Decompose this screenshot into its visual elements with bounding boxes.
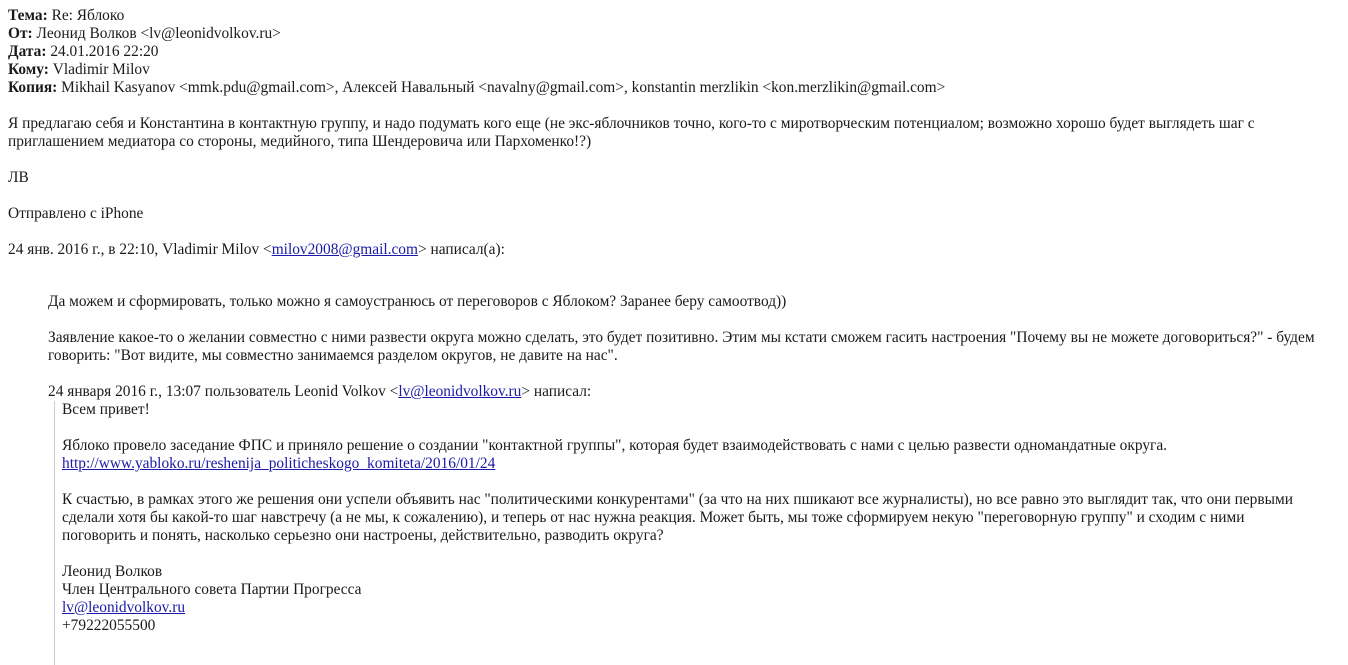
email-message [8,7,1328,665]
signature-email-line [62,599,1322,617]
volkov-email-link[interactable]: lv@leonidvolkov.ru [398,383,522,400]
yabloko-link[interactable]: http://www.yabloko.ru/reshenija_politicheskogo_komiteta/2016/01/24 [62,455,496,472]
cc-value: Mikhail Kasyanov <mmk.pdu@gmail.com>, Алексей Навальный <navalny@gmail.com>, konstantin merzlikin <kon.merzlikin@gmail.com> [57,79,946,96]
body-paragraph: Я предлагаю себя и Константина в контактную группу, и надо подумать кого еще (не экс-яблочников точно, кого-то с миротворческим потенциалом; возможно хорошо будет выглядеть шаг с приглашением медиатора со стороны, медийного, типа Шендеровича или Пархоменко!?) [8,115,1255,150]
milov-email-link[interactable]: milov2008@gmail.com [271,241,418,258]
sent-from-note: Отправлено с iPhone [8,205,144,222]
cc-line [8,79,1328,97]
from-value: Леонид Волков <lv@leonidvolkov.ru> [32,25,281,42]
body-signature: ЛВ [8,169,29,186]
quote-greeting: Всем привет! [62,401,150,418]
date-label: Дата: [8,43,47,60]
quote-attribution-before: 24 января 2016 г., 13:07 пользователь Leonid Volkov < [48,383,399,400]
quote-attribution [48,383,1318,401]
signature-name: Леонид Волков [62,563,163,580]
cc-label: Копия: [8,79,58,96]
reply-attribution-before: 24 янв. 2016 г., в 22:10, Vladimir Milov < [8,241,272,258]
yabloko-link-line [62,455,1322,473]
quote-paragraph: Заявление какое-то о желании совместно с ними развести округа можно сделать, это будет позитивно. Этим мы кстати сможем гасить настроения "Почему вы не можете договориться?" - будем говорить: "Вот видите, мы совместно занимаемся разделом округов, не давите на нас". [48,329,1315,364]
signature-email-link[interactable]: lv@leonidvolkov.ru [62,599,186,616]
from-label: От: [8,25,33,42]
subject-line [8,7,1328,25]
reply-attribution [8,241,1328,259]
subject-value: Re: Яблоко [47,7,125,24]
subject-label: Тема: [8,7,48,24]
quote-paragraph: Да можем и сформировать, только можно я самоустранюсь от переговоров с Яблоком? Заранее беру самоотвод)) [48,293,787,310]
to-line [8,61,1328,79]
reply-attribution-after: > написал(а): [417,241,505,258]
quoted-message-volkov [54,401,1322,665]
to-label: Кому: [8,61,49,78]
signature-title: Член Центрального совета Партии Прогресса [62,581,362,598]
quote-attribution-after: > написал: [521,383,592,400]
quote-paragraph: Яблоко провело заседание ФПС и приняло решение о создании "контактной группы", которая будет взаимодействовать с нами с целью развести одномандатные округа. [62,437,1168,454]
to-value: Vladimir Milov [48,61,150,78]
email-header [8,7,1328,97]
date-line [8,43,1328,61]
signature-phone: +79222055500 [62,617,156,634]
from-line [8,25,1328,43]
quote-paragraph: К счастью, в рамках этого же решения они успели объявить нас "политическими конкурентами" (за что на них пшикают все журналисты), но все равно это выглядит так, что они первыми сделали хотя бы какой-то шаг навстречу (а не мы, к сожалению), и теперь от нас нужна реакция. Может быть, мы тоже сформируем некую "переговорную группу" и сходим с ними поговорить и понять, насколько серьезно они настроены, действительно, разводить округа? [62,491,1293,544]
quoted-message-milov [48,293,1318,665]
date-value: 24.01.2016 22:20 [46,43,159,60]
